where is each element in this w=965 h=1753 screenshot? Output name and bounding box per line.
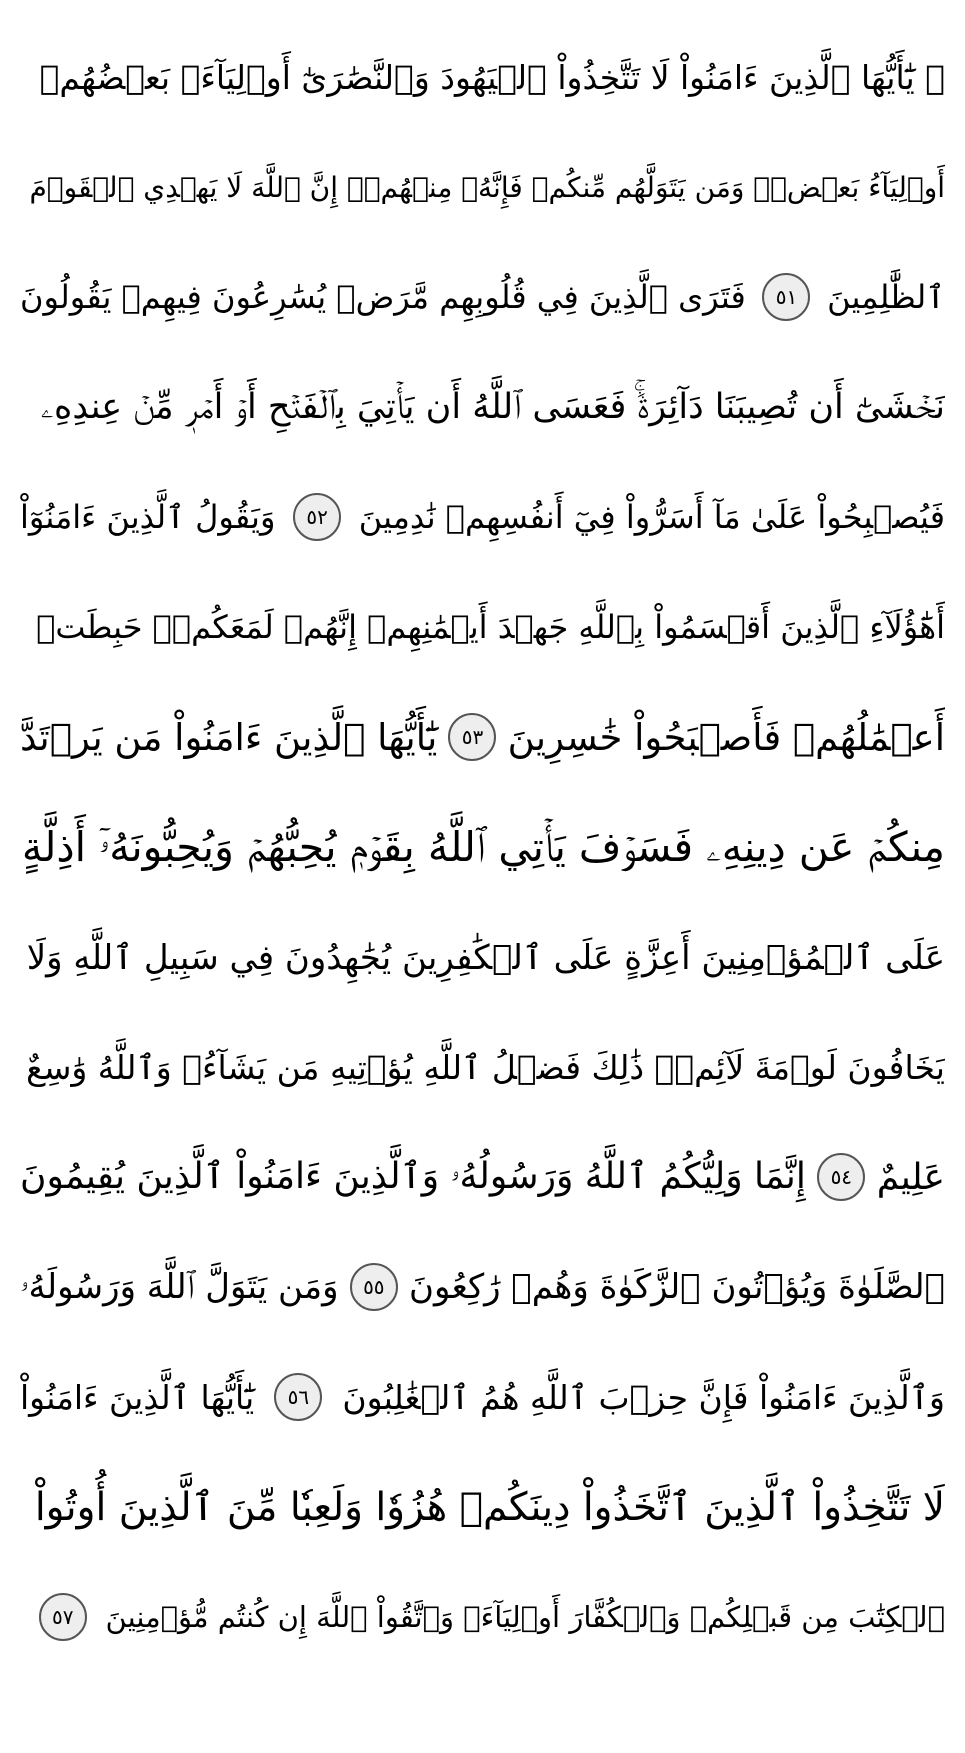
line-text-before-marker: فَيُصۡبِحُواْ عَلَىٰ مَآ أَسَرُّواْ فِيٓ أَنفُسِهِمۡ نَٰدِمِينَ [358,498,945,536]
line-text-before-marker: ٱلۡكِتَٰبَ مِن قَبۡلِكُمۡ وَٱلۡكُفَّارَ أَوۡلِيَآءَۚ وَٱتَّقُواْ ٱللَّهَ إِن كُنتُم مُّؤۡمِنِينَ [105,1600,945,1634]
line-text: عَلَى ٱلۡمُؤۡمِنِينَ أَعِزَّةٍ عَلَى ٱلۡكَٰفِرِينَ يُجَٰهِدُونَ فِي سَبِيلِ ٱللَّهِ وَلَا [26,937,945,978]
text-line-1 [20,22,945,132]
text-line-6 [20,572,945,682]
line-text: أَهَٰٓؤُلَآءِ ٱلَّذِينَ أَقۡسَمُواْ بِٱللَّهِ جَهۡدَ أَيۡمَٰنِهِمۡ إِنَّهُمۡ لَمَعَكُمۡۚ حَبِطَتۡ [36,608,945,646]
line-text-before-marker: أَعۡمَٰلُهُمۡ فَأَصۡبَحُواْ خَٰسِرِينَ [507,715,945,759]
line-text-before-marker: عَلِيمٌ [876,1156,945,1198]
text-line-9 [20,902,945,1012]
text-line-10 [20,1012,945,1122]
ayah-number-marker: ٥٢ [293,493,341,541]
ayah-number-marker: ٥١ [762,273,810,321]
line-text-after-marker: يَٰٓأَيُّهَا ٱلَّذِينَ ءَامَنُواْ [20,1377,255,1417]
text-line-15 [20,1562,945,1672]
line-text-after-marker: وَمَن يَتَوَلَّ ٱللَّهَ وَرَسُولَهُۥ [20,1267,339,1307]
ayah-number-marker: ٥٣ [448,713,496,761]
text-line-14 [20,1452,945,1562]
text-line-8 [20,792,945,902]
ayah-number-marker: ٥٥ [350,1263,398,1311]
line-text: ۞ يَٰٓأَيُّهَا ٱلَّذِينَ ءَامَنُواْ لَا تَتَّخِذُواْ ٱلۡيَهُودَ وَٱلنَّصَٰرَىٰٓ أَوۡلِيَآءَۘ بَعۡضُهُمۡ [39,57,945,97]
text-line-4 [20,352,945,462]
text-line-2 [20,132,945,242]
line-text-after-marker: يَٰٓأَيُّهَا ٱلَّذِينَ ءَامَنُواْ مَن يَرۡتَدَّ [20,715,438,759]
line-text: لَا تَتَّخِذُواْ ٱلَّذِينَ ٱتَّخَذُواْ دِينَكُمۡ هُزُوٗا وَلَعِبٗا مِّنَ ٱلَّذِينَ أُوتُواْ [34,1484,945,1530]
text-line-7 [20,682,945,792]
line-text: مِنكُمۡ عَن دِينِهِۦ فَسَوۡفَ يَأۡتِي ٱللَّهُ بِقَوۡمٖ يُحِبُّهُمۡ وَيُحِبُّونَهُۥٓ أَذِلَّةٍ [21,822,945,871]
line-text-before-marker: ٱلصَّلَوٰةَ وَيُؤۡتُونَ ٱلزَّكَوٰةَ وَهُمۡ رَٰكِعُونَ [409,1267,945,1307]
text-line-13 [20,1342,945,1452]
line-text: يَخَافُونَ لَوۡمَةَ لَآئِمٖۚ ذَٰلِكَ فَضۡلُ ٱللَّهِ يُؤۡتِيهِ مَن يَشَآءُۚ وَٱللَّهُ وَٰسِعٌ [26,1047,945,1087]
line-text-before-marker: وَٱلَّذِينَ ءَامَنُواْ فَإِنَّ حِزۡبَ ٱللَّهِ هُمُ ٱلۡغَٰلِبُونَ [342,1377,945,1417]
line-text-after-marker: فَتَرَى ٱلَّذِينَ فِي قُلُوبِهِم مَّرَضٞ يُسَٰرِعُونَ فِيهِمۡ يَقُولُونَ [20,278,746,316]
line-text-after-marker: إِنَّمَا وَلِيُّكُمُ ٱللَّهُ وَرَسُولُهُۥ وَٱلَّذِينَ ءَامَنُواْ ٱلَّذِينَ يُقِيمُونَ [20,1156,806,1197]
ayah-number-marker: ٥٧ [39,1593,87,1641]
ayah-number-marker: ٥٤ [817,1153,865,1201]
line-text: أَوۡلِيَآءُ بَعۡضٖۚ وَمَن يَتَوَلَّهُم مِّنكُمۡ فَإِنَّهُۥ مِنۡهُمۡۗ إِنَّ ٱللَّهَ لَا يَهۡدِي ٱلۡقَوۡمَ [29,170,945,204]
text-line-5 [20,462,945,572]
line-text: نَخۡشَىٰٓ أَن تُصِيبَنَا دَآئِرَةٞۚ فَعَسَى ٱللَّهُ أَن يَأۡتِيَ بِٱلۡفَتۡحِ أَوۡ أَمۡرٖ مِّنۡ عِندِهِۦ [40,387,945,427]
line-text-before-marker: ٱلظَّٰلِمِينَ [827,278,945,316]
ayah-number-marker: ٥٦ [274,1373,322,1421]
text-line-12 [20,1232,945,1342]
text-line-3 [20,242,945,352]
text-line-11 [20,1122,945,1232]
line-text-after-marker: وَيَقُولُ ٱلَّذِينَ ءَامَنُوٓاْ [20,498,276,536]
